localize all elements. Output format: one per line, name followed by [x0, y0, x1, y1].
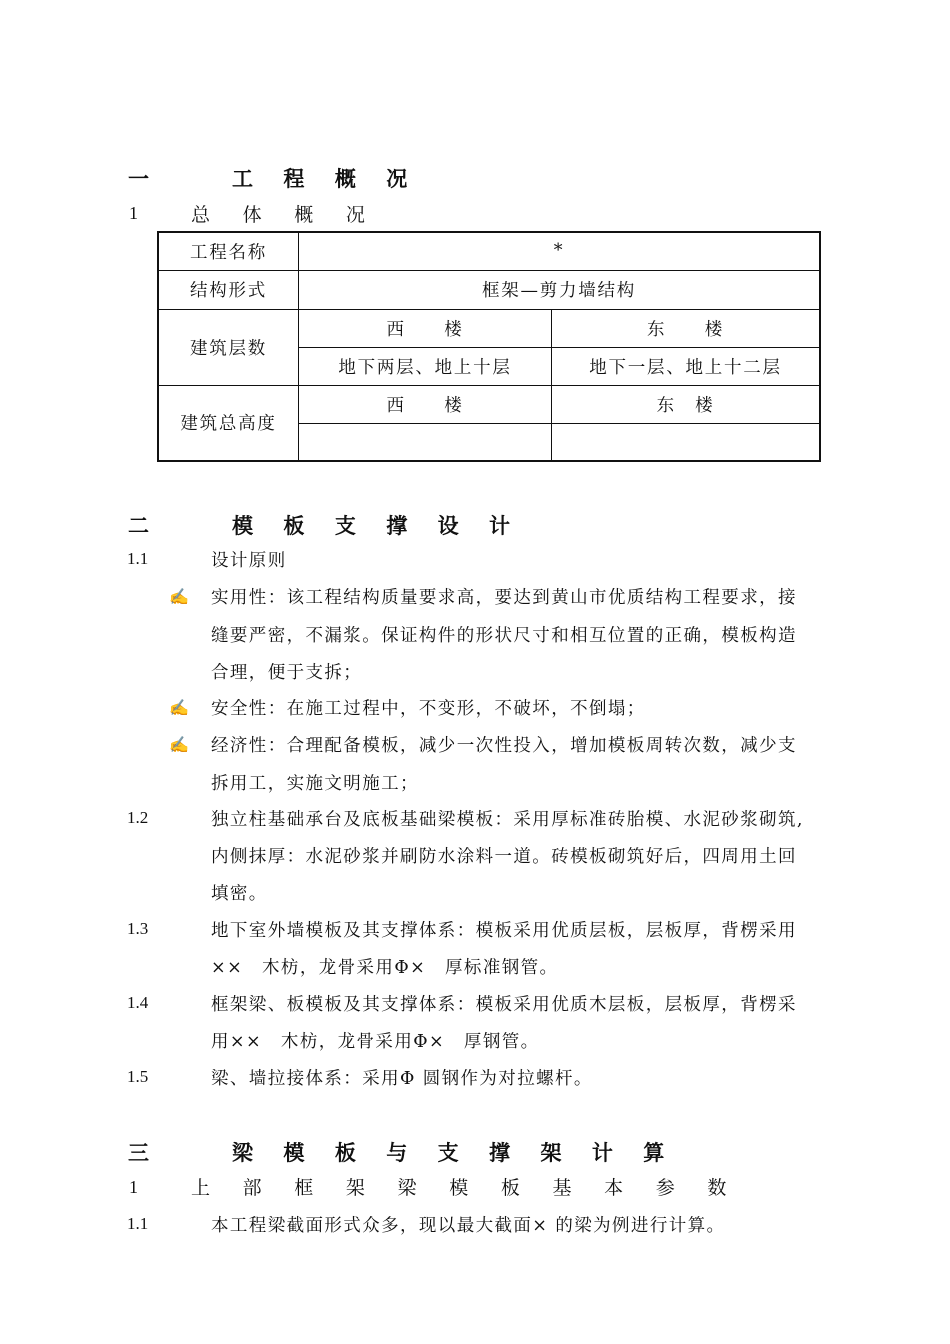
- item-number: 1.5: [127, 1067, 149, 1086]
- east-building-header: 东 楼: [552, 309, 821, 347]
- item-line: 本工程梁截面形式众多，现以最大截面× 的梁为例进行计算。: [211, 1216, 726, 1236]
- bullet-line: 经济性：合理配备模板，减少一次性投入，增加模板周转次数，减少支: [211, 736, 797, 756]
- project-overview-table: [157, 231, 821, 462]
- floors-label: 建筑层数: [158, 309, 299, 385]
- item-number: 1.3: [127, 919, 149, 938]
- west-floors-value: 地下两层、地上十层: [299, 347, 552, 385]
- bullet-line: 缝要严密，不漏浆。保证构件的形状尺寸和相互位置的正确，模板构造: [211, 626, 797, 646]
- east-floors-value: 地下一层、地上十二层: [552, 347, 821, 385]
- subsection-number: 1: [129, 1177, 138, 1197]
- subsection-title: 总 体 概 况: [191, 204, 379, 226]
- item-number: 1.4: [127, 993, 149, 1012]
- item-line: 用×× 木枋，龙骨采用Φ× 厚钢管。: [211, 1032, 540, 1052]
- item-line: 梁、墙拉接体系：采用Φ 圆钢作为对拉螺杆。: [211, 1069, 593, 1089]
- item-line: 地下室外墙模板及其支撑体系：模板采用优质层板，层板厚，背楞采用: [211, 921, 797, 941]
- height-label: 建筑总高度: [158, 385, 299, 461]
- project-name-label: 工程名称: [158, 232, 299, 270]
- west-height-value: [299, 423, 552, 461]
- item-title: 设计原则: [211, 551, 287, 571]
- writing-hand-icon: ✍: [169, 587, 189, 606]
- item-number: 1.1: [127, 549, 149, 568]
- west-building-header-2: 西 楼: [299, 385, 552, 423]
- subsection-number: 1: [129, 203, 138, 223]
- section-title: 模 板 支 撑 设 计: [232, 513, 522, 538]
- section-number: 二: [128, 513, 161, 538]
- section-title: 工 程 概 况: [232, 166, 419, 191]
- east-building-header-2: 东 楼: [552, 385, 821, 423]
- project-name-value: *: [299, 232, 821, 270]
- east-height-value: [552, 423, 821, 461]
- bullet-line: 合理，便于支拆；: [211, 663, 363, 683]
- west-building-header: 西 楼: [299, 309, 552, 347]
- bullet-line: 拆用工，实施文明施工；: [211, 774, 419, 794]
- structure-label: 结构形式: [158, 270, 299, 309]
- item-line: 内侧抹厚：水泥砂浆并刷防水涂料一道。砖模板砌筑好后，四周用土回: [211, 847, 797, 867]
- writing-hand-icon: ✍: [169, 698, 189, 717]
- item-number: 1.2: [127, 808, 149, 827]
- section-number: 一: [128, 166, 161, 191]
- subsection-title: 上 部 框 架 梁 模 板 基 本 参 数: [191, 1177, 740, 1199]
- writing-hand-icon: ✍: [169, 735, 189, 754]
- bullet-line: 安全性：在施工过程中，不变形，不破坏，不倒塌；: [211, 699, 646, 719]
- structure-value: 框架—剪力墙结构: [299, 270, 821, 309]
- item-line: 框架梁、板模板及其支撑体系：模板采用优质木层板，层板厚，背楞采: [211, 995, 797, 1015]
- bullet-line: 实用性：该工程结构质量要求高，要达到黄山市优质结构工程要求，接: [211, 588, 797, 608]
- section-number: 三: [128, 1140, 161, 1165]
- item-line: 填密。: [211, 884, 268, 904]
- item-number: 1.1: [127, 1214, 149, 1233]
- item-line: 独立柱基础承台及底板基础梁模板：采用厚标准砖胎模、水泥砂浆砌筑,: [211, 810, 804, 830]
- section-title: 梁 模 板 与 支 撑 架 计 算: [232, 1140, 676, 1165]
- item-line: ×× 木枋，龙骨采用Φ× 厚标准钢管。: [211, 958, 559, 978]
